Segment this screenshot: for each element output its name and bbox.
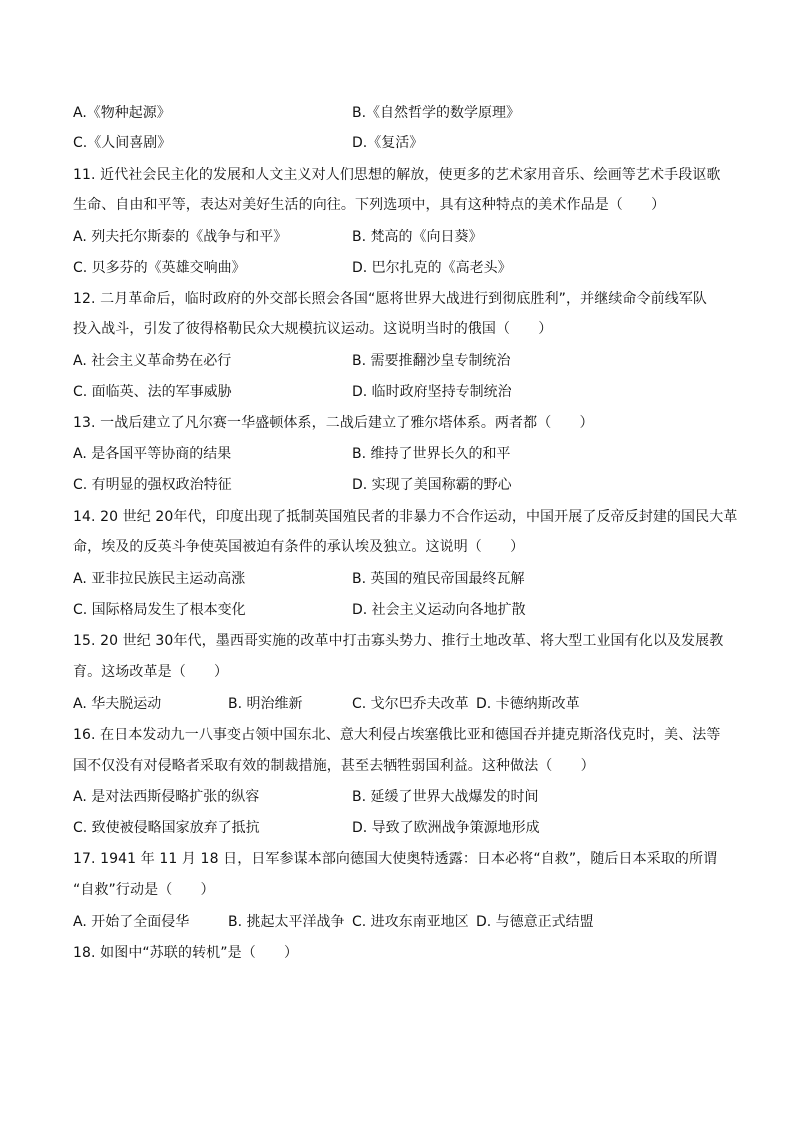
q12-option-a: A. 社会主义革命势在必行 (73, 353, 232, 369)
q18-stem-line-1: 18. 如图中“苏联的转机”是（ ） (73, 945, 299, 961)
q13-option-b: B. 维持了世界长久的和平 (352, 446, 511, 462)
q17-option-c: C. 进攻东南亚地区 (352, 914, 469, 930)
q15-option-b: B. 明治维新 (228, 696, 303, 712)
q15-option-a: A. 华夫脱运动 (73, 696, 162, 712)
q12-stem-line-1: 12. 二月革命后，临时政府的外交部长照会各国“愿将世界大战进行到彻底胜利”，并继续命令前线军队 (73, 291, 708, 307)
q15-stem-line-1: 15. 20 世纪 30年代，墨西哥实施的改革中打击寡头势力、推行土地改革、将大型工业国有化以及发展教 (73, 633, 724, 649)
q13-stem-line-1: 13. 一战后建立了凡尔赛一华盛顿体系，二战后建立了雅尔塔体系。两者都（ ） (73, 415, 594, 431)
q13-option-a: A. 是各国平等协商的结果 (73, 446, 232, 462)
q15-stem-line-2: 育。这场改革是（ ） (73, 664, 229, 680)
q16-option-b: B. 延缓了世界大战爆发的时间 (352, 789, 539, 805)
q14-stem-line-1: 14. 20 世纪 20年代，印度出现了抵制英国殖民者的非暴力不合作运动，中国开展了反帝反封建的国民大革 (73, 509, 738, 525)
q11-option-a: A. 列夫托尔斯泰的《战争与和平》 (73, 229, 288, 245)
q12-option-b: B. 需要推翻沙皇专制统治 (352, 353, 511, 369)
q11-stem-line-1: 11. 近代社会民主化的发展和人文主义对人们思想的解放，使更多的艺术家用音乐、绘画等艺术手段讴歌 (73, 167, 721, 183)
q10-option-c: C.《人间喜剧》 (73, 135, 172, 151)
q16-stem-line-1: 16. 在日本发动九一八事变占领中国东北、意大利侵占埃塞俄比亚和德国吞并捷克斯洛伐克时，美、法等 (73, 727, 721, 743)
q14-option-d: D. 社会主义运动向各地扩散 (352, 602, 526, 618)
q11-option-b: B. 梵高的《向日葵》 (352, 229, 483, 245)
q17-stem-line-2: “自救”行动是（ ） (73, 882, 215, 898)
q17-option-b: B. 挑起太平洋战争 (228, 914, 345, 930)
q16-option-a: A. 是对法西斯侵略扩张的纵容 (73, 789, 260, 805)
q17-option-a: A. 开始了全面侵华 (73, 914, 190, 930)
q16-option-c: C. 致使被侵略国家放弃了抵抗 (73, 820, 260, 836)
q17-stem-line-1: 17. 1941 年 11 月 18 日，日军参谋本部向德国大使奥特透露：日本必将“自救”，随后日本采取的所谓 (73, 851, 718, 867)
q16-stem-line-2: 国不仅没有对侵略者采取有效的制裁措施，甚至去牺牲弱国利益。这种做法（ ） (73, 758, 595, 774)
q10-option-d: D.《复活》 (352, 135, 424, 151)
q14-option-a: A. 亚非拉民族民主运动高涨 (73, 571, 246, 587)
q12-stem-line-2: 投入战斗，引发了彼得格勒民众大规模抗议运动。这说明当时的俄国（ ） (73, 321, 553, 337)
q15-option-d: D. 卡德纳斯改革 (476, 696, 580, 712)
q12-option-c: C. 面临英、法的军事威胁 (73, 384, 232, 400)
q11-option-d: D. 巴尔扎克的《高老头》 (352, 260, 512, 276)
q14-option-c: C. 国际格局发生了根本变化 (73, 602, 246, 618)
q13-option-d: D. 实现了美国称霸的野心 (352, 477, 512, 493)
q11-stem-line-2: 生命、自由和平等，表达对美好生活的向往。下列选项中，具有这种特点的美术作品是（ ） (73, 197, 666, 213)
q12-option-d: D. 临时政府坚持专制统治 (352, 384, 512, 400)
q15-option-c: C. 戈尔巴乔夫改革 (352, 696, 469, 712)
q14-option-b: B. 英国的殖民帝国最终瓦解 (352, 571, 525, 587)
q10-option-a: A.《物种起源》 (73, 105, 171, 121)
q10-option-b: B.《自然哲学的数学原理》 (352, 105, 521, 121)
q13-option-c: C. 有明显的强权政治特征 (73, 477, 232, 493)
q14-stem-line-2: 命，埃及的反英斗争使英国被迫有条件的承认埃及独立。这说明（ ） (73, 539, 525, 555)
q17-option-d: D. 与德意正式结盟 (476, 914, 594, 930)
q16-option-d: D. 导致了欧洲战争策源地形成 (352, 820, 540, 836)
q11-option-c: C. 贝多芬的《英雄交响曲》 (73, 260, 246, 276)
